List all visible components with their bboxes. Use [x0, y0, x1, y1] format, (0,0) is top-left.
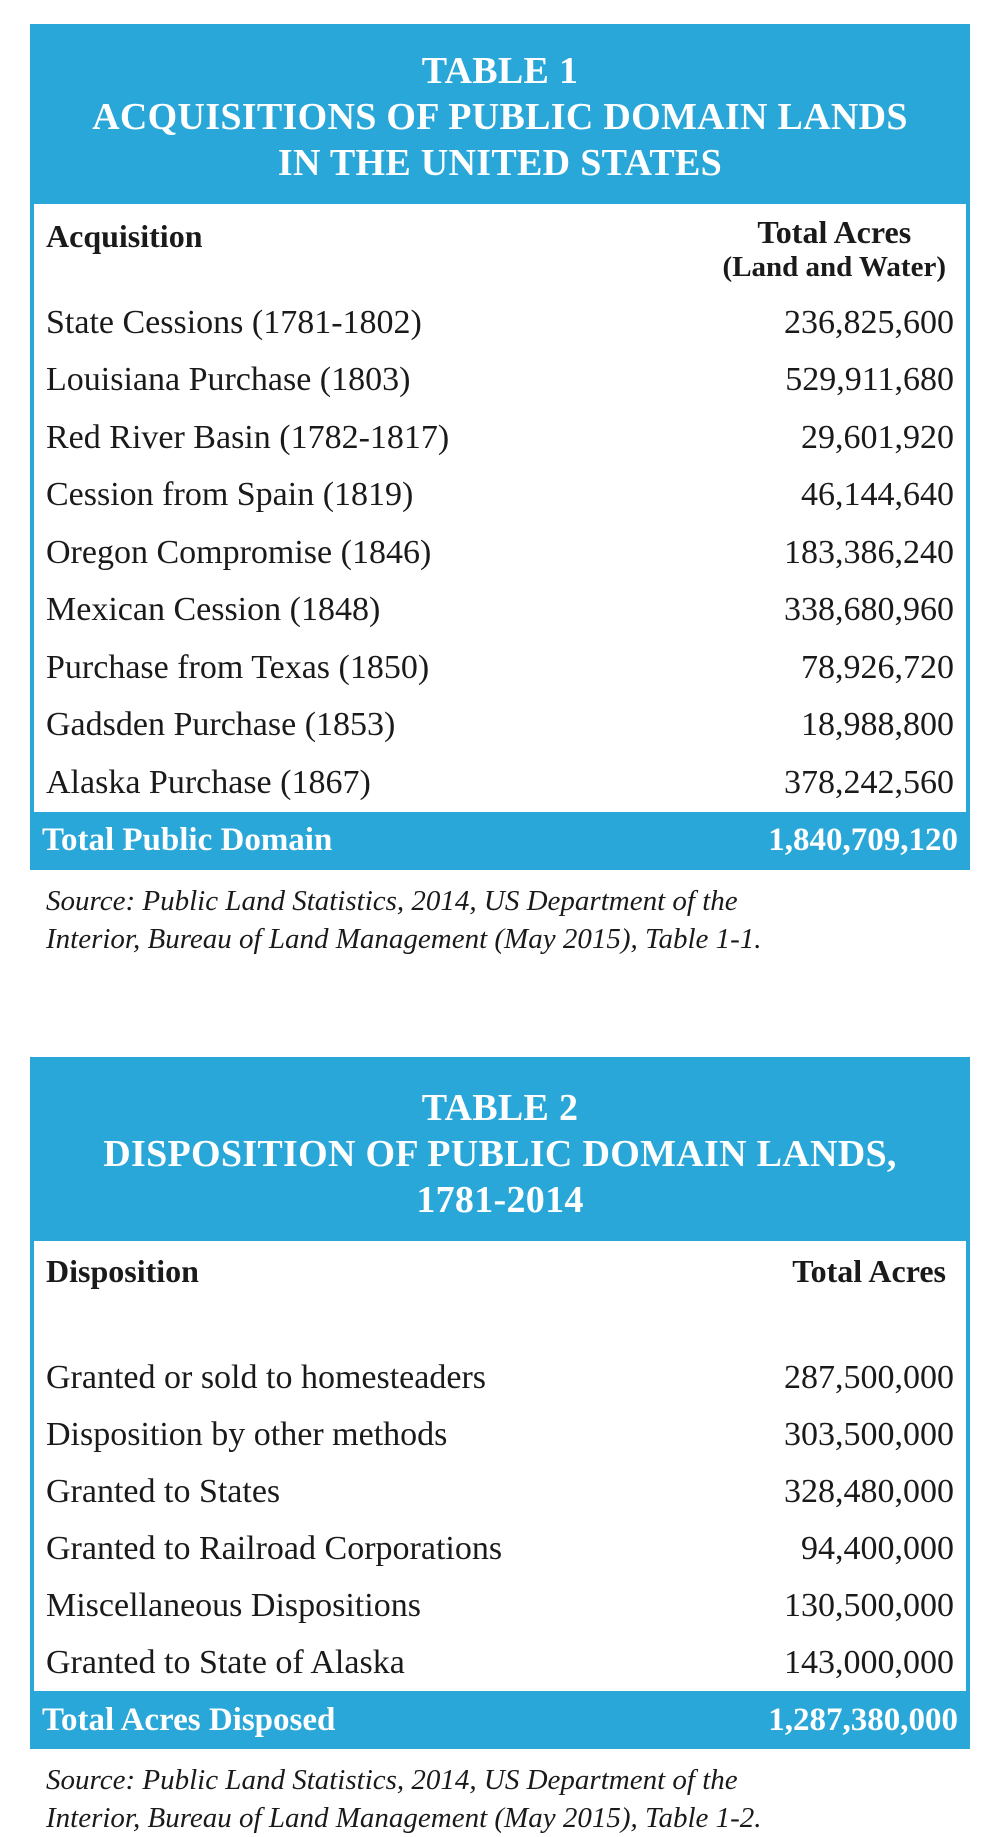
row-value: 94,400,000	[801, 1529, 954, 1567]
table-header-row	[34, 204, 966, 294]
row-label: State Cessions (1781-1802)	[46, 303, 422, 341]
total-value: 1,287,380,000	[768, 1701, 958, 1738]
table-body	[34, 1349, 966, 1691]
table-dispositions	[30, 1057, 970, 1837]
row-value: 78,926,720	[801, 648, 954, 686]
source-line: Source: Public Land Statistics, 2014, US Department of the	[46, 1764, 738, 1796]
row-label: Mexican Cession (1848)	[46, 591, 381, 629]
row-value: 29,601,920	[801, 418, 954, 456]
table-row	[46, 697, 954, 755]
table-row	[46, 524, 954, 582]
column-header-total-acres: Total Acres	[792, 1253, 946, 1289]
column-header-sublabel: (Land and Water)	[722, 251, 946, 283]
row-label: Alaska Purchase (1867)	[46, 763, 371, 801]
row-value: 287,500,000	[784, 1358, 954, 1396]
column-header-total-acres	[723, 214, 952, 284]
table-row	[46, 582, 954, 640]
row-label: Granted to State of Alaska	[46, 1643, 405, 1681]
table-title-line: IN THE UNITED STATES	[277, 142, 723, 184]
row-label: Granted or sold to homesteaders	[46, 1358, 486, 1396]
table-row	[46, 1520, 954, 1577]
total-label: Total Public Domain	[42, 822, 333, 858]
table-frame	[30, 24, 970, 870]
row-value: 143,000,000	[784, 1643, 954, 1681]
table-frame	[30, 1057, 970, 1749]
table-row	[46, 352, 954, 410]
row-label: Oregon Compromise (1846)	[46, 533, 432, 571]
table-row	[46, 1634, 954, 1691]
row-label: Red River Basin (1782-1817)	[46, 418, 450, 456]
row-label: Disposition by other methods	[46, 1415, 448, 1453]
source-line: Interior, Bureau of Land Management (May 2015), Table 1-1.	[46, 922, 762, 955]
table-row	[46, 1577, 954, 1634]
row-value: 378,242,560	[784, 763, 954, 801]
row-value: 18,988,800	[801, 706, 954, 744]
total-label: Total Acres Disposed	[42, 1701, 336, 1738]
row-value: 46,144,640	[801, 476, 954, 514]
row-label: Miscellaneous Dispositions	[46, 1586, 421, 1624]
source-note	[30, 1749, 970, 1837]
table-title-line: ACQUISITIONS OF PUBLIC DOMAIN LANDS	[92, 96, 908, 138]
table-number: TABLE 2	[421, 1087, 579, 1129]
table-total-row	[30, 812, 970, 870]
row-label: Louisiana Purchase (1803)	[46, 361, 411, 399]
table-acquisitions	[30, 24, 970, 958]
row-value: 130,500,000	[784, 1586, 954, 1624]
table-header-row	[34, 1241, 966, 1349]
table-row	[46, 1463, 954, 1520]
table-body	[34, 294, 966, 812]
table-row	[46, 754, 954, 812]
source-note	[30, 870, 970, 958]
total-value: 1,840,709,120	[768, 822, 958, 858]
row-value: 303,500,000	[784, 1415, 954, 1453]
table-title	[34, 28, 966, 204]
row-value: 328,480,000	[784, 1472, 954, 1510]
table-row	[46, 294, 954, 352]
row-value: 236,825,600	[784, 303, 954, 341]
table-total-row	[30, 1691, 970, 1749]
table-title-line: 1781-2014	[416, 1179, 584, 1221]
table-title	[34, 1061, 966, 1241]
table-row	[46, 1406, 954, 1463]
row-value: 183,386,240	[784, 533, 954, 571]
column-header-disposition: Disposition	[46, 1253, 199, 1289]
row-label: Cession from Spain (1819)	[46, 476, 414, 514]
table-row	[46, 467, 954, 525]
table-row	[46, 1349, 954, 1406]
row-value: 338,680,960	[784, 591, 954, 629]
column-header-acquisition: Acquisition	[46, 218, 203, 254]
row-label: Granted to States	[46, 1472, 281, 1510]
row-label: Purchase from Texas (1850)	[46, 648, 430, 686]
table-row	[46, 639, 954, 697]
row-label: Gadsden Purchase (1853)	[46, 706, 396, 744]
source-line: Source: Public Land Statistics, 2014, US Department of the	[46, 884, 738, 917]
row-label: Granted to Railroad Corporations	[46, 1529, 503, 1567]
column-header-label: Total Acres	[757, 214, 912, 250]
table-title-line: DISPOSITION OF PUBLIC DOMAIN LANDS,	[103, 1133, 897, 1175]
source-line: Interior, Bureau of Land Management (May 2015), Table 1-2.	[46, 1802, 762, 1834]
table-row	[46, 409, 954, 467]
row-value: 529,911,680	[785, 361, 954, 399]
table-number: TABLE 1	[421, 50, 579, 92]
